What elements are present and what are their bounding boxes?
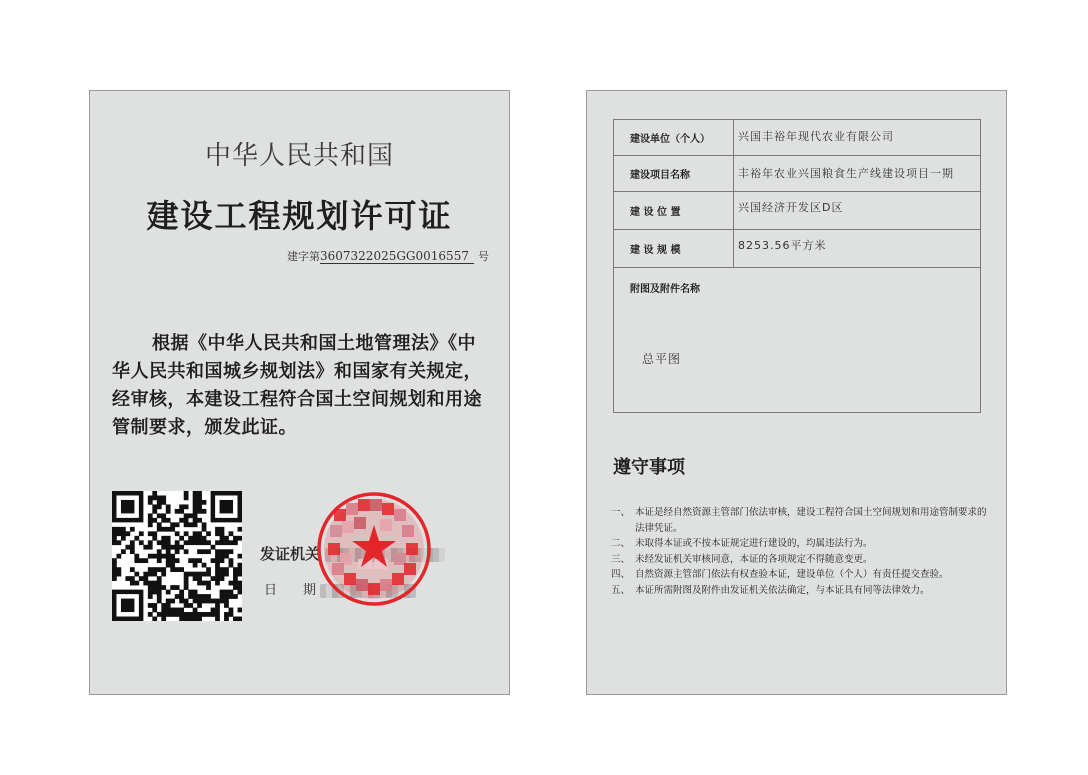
certificate-intro-text: 根据《中华人民共和国土地管理法》《中华人民共和国城乡规划法》和国家有关规定，经审核，本建设工程符合国土空间规划和用途管制要求，颁发此证。 <box>112 333 482 438</box>
rule-text: 本证是经自然资源主管部门依法审核，建设工程符合国土空间规划和用途管制要求的法律凭证。 <box>635 507 987 534</box>
info-row-unit <box>614 120 980 156</box>
info-value: 兴国丰裕年现代农业有限公司 <box>738 130 894 143</box>
certificate-number <box>287 248 489 264</box>
official-seal-icon <box>316 491 432 607</box>
certificate-number-value: 3607322025GG0016557 <box>320 249 474 264</box>
rules-title: 遵守事项 <box>613 457 685 478</box>
info-row-project <box>614 155 980 192</box>
rule-marker: 一、 <box>611 507 631 518</box>
certificate-back-page <box>586 90 1007 695</box>
info-value: 兴国经济开发区D区 <box>738 201 844 214</box>
rule-text: 未取得本证或不按本证规定进行建设的，均属违法行为。 <box>635 538 873 549</box>
certificate-front-page <box>89 90 510 695</box>
rule-marker: 五、 <box>611 584 631 596</box>
info-row-scale <box>614 229 980 268</box>
info-row-location <box>614 191 980 230</box>
rule-item <box>611 536 989 552</box>
country-name: 中华人民共和国 <box>204 141 394 171</box>
date-label: 日 期 <box>264 583 317 598</box>
info-value: 8253.56平方米 <box>738 239 827 252</box>
rule-item <box>611 583 989 599</box>
certificate-title: 建设工程规划许可证 <box>146 197 453 235</box>
info-value: 丰裕年农业兴国粮食生产线建设项目一期 <box>738 167 954 180</box>
attachments-value: 总平图 <box>642 352 682 366</box>
certificate-number-prefix: 建字第 <box>287 250 320 263</box>
info-label: 建设单位（个人） <box>614 120 734 155</box>
rule-marker: 二、 <box>611 538 631 549</box>
rule-item <box>611 567 989 583</box>
rule-marker: 三、 <box>611 553 631 565</box>
rules-list <box>611 505 989 598</box>
rule-marker: 四、 <box>611 569 631 580</box>
qr-code-icon <box>112 491 242 621</box>
rule-text: 自然资源主管部门依法有权查验本证，建设单位（个人）有责任提交查验。 <box>635 569 949 580</box>
issuer-label: 发证机关 <box>260 545 321 563</box>
info-label: 建 设 规 模 <box>614 229 734 267</box>
info-label: 建设项目名称 <box>614 155 734 191</box>
rule-text: 本证所需附图及附件由发证机关依法确定，与本证具有同等法律效力。 <box>635 584 930 596</box>
attachments-label: 附图及附件名称 <box>630 284 700 295</box>
info-label: 建 设 位 置 <box>614 191 734 229</box>
rule-text: 未经发证机关审核同意，本证的各项规定不得随意变更。 <box>635 553 873 565</box>
rule-item <box>611 505 989 536</box>
certificate-number-suffix: 号 <box>478 250 489 263</box>
project-info-table <box>613 119 981 413</box>
rule-item <box>611 552 989 568</box>
